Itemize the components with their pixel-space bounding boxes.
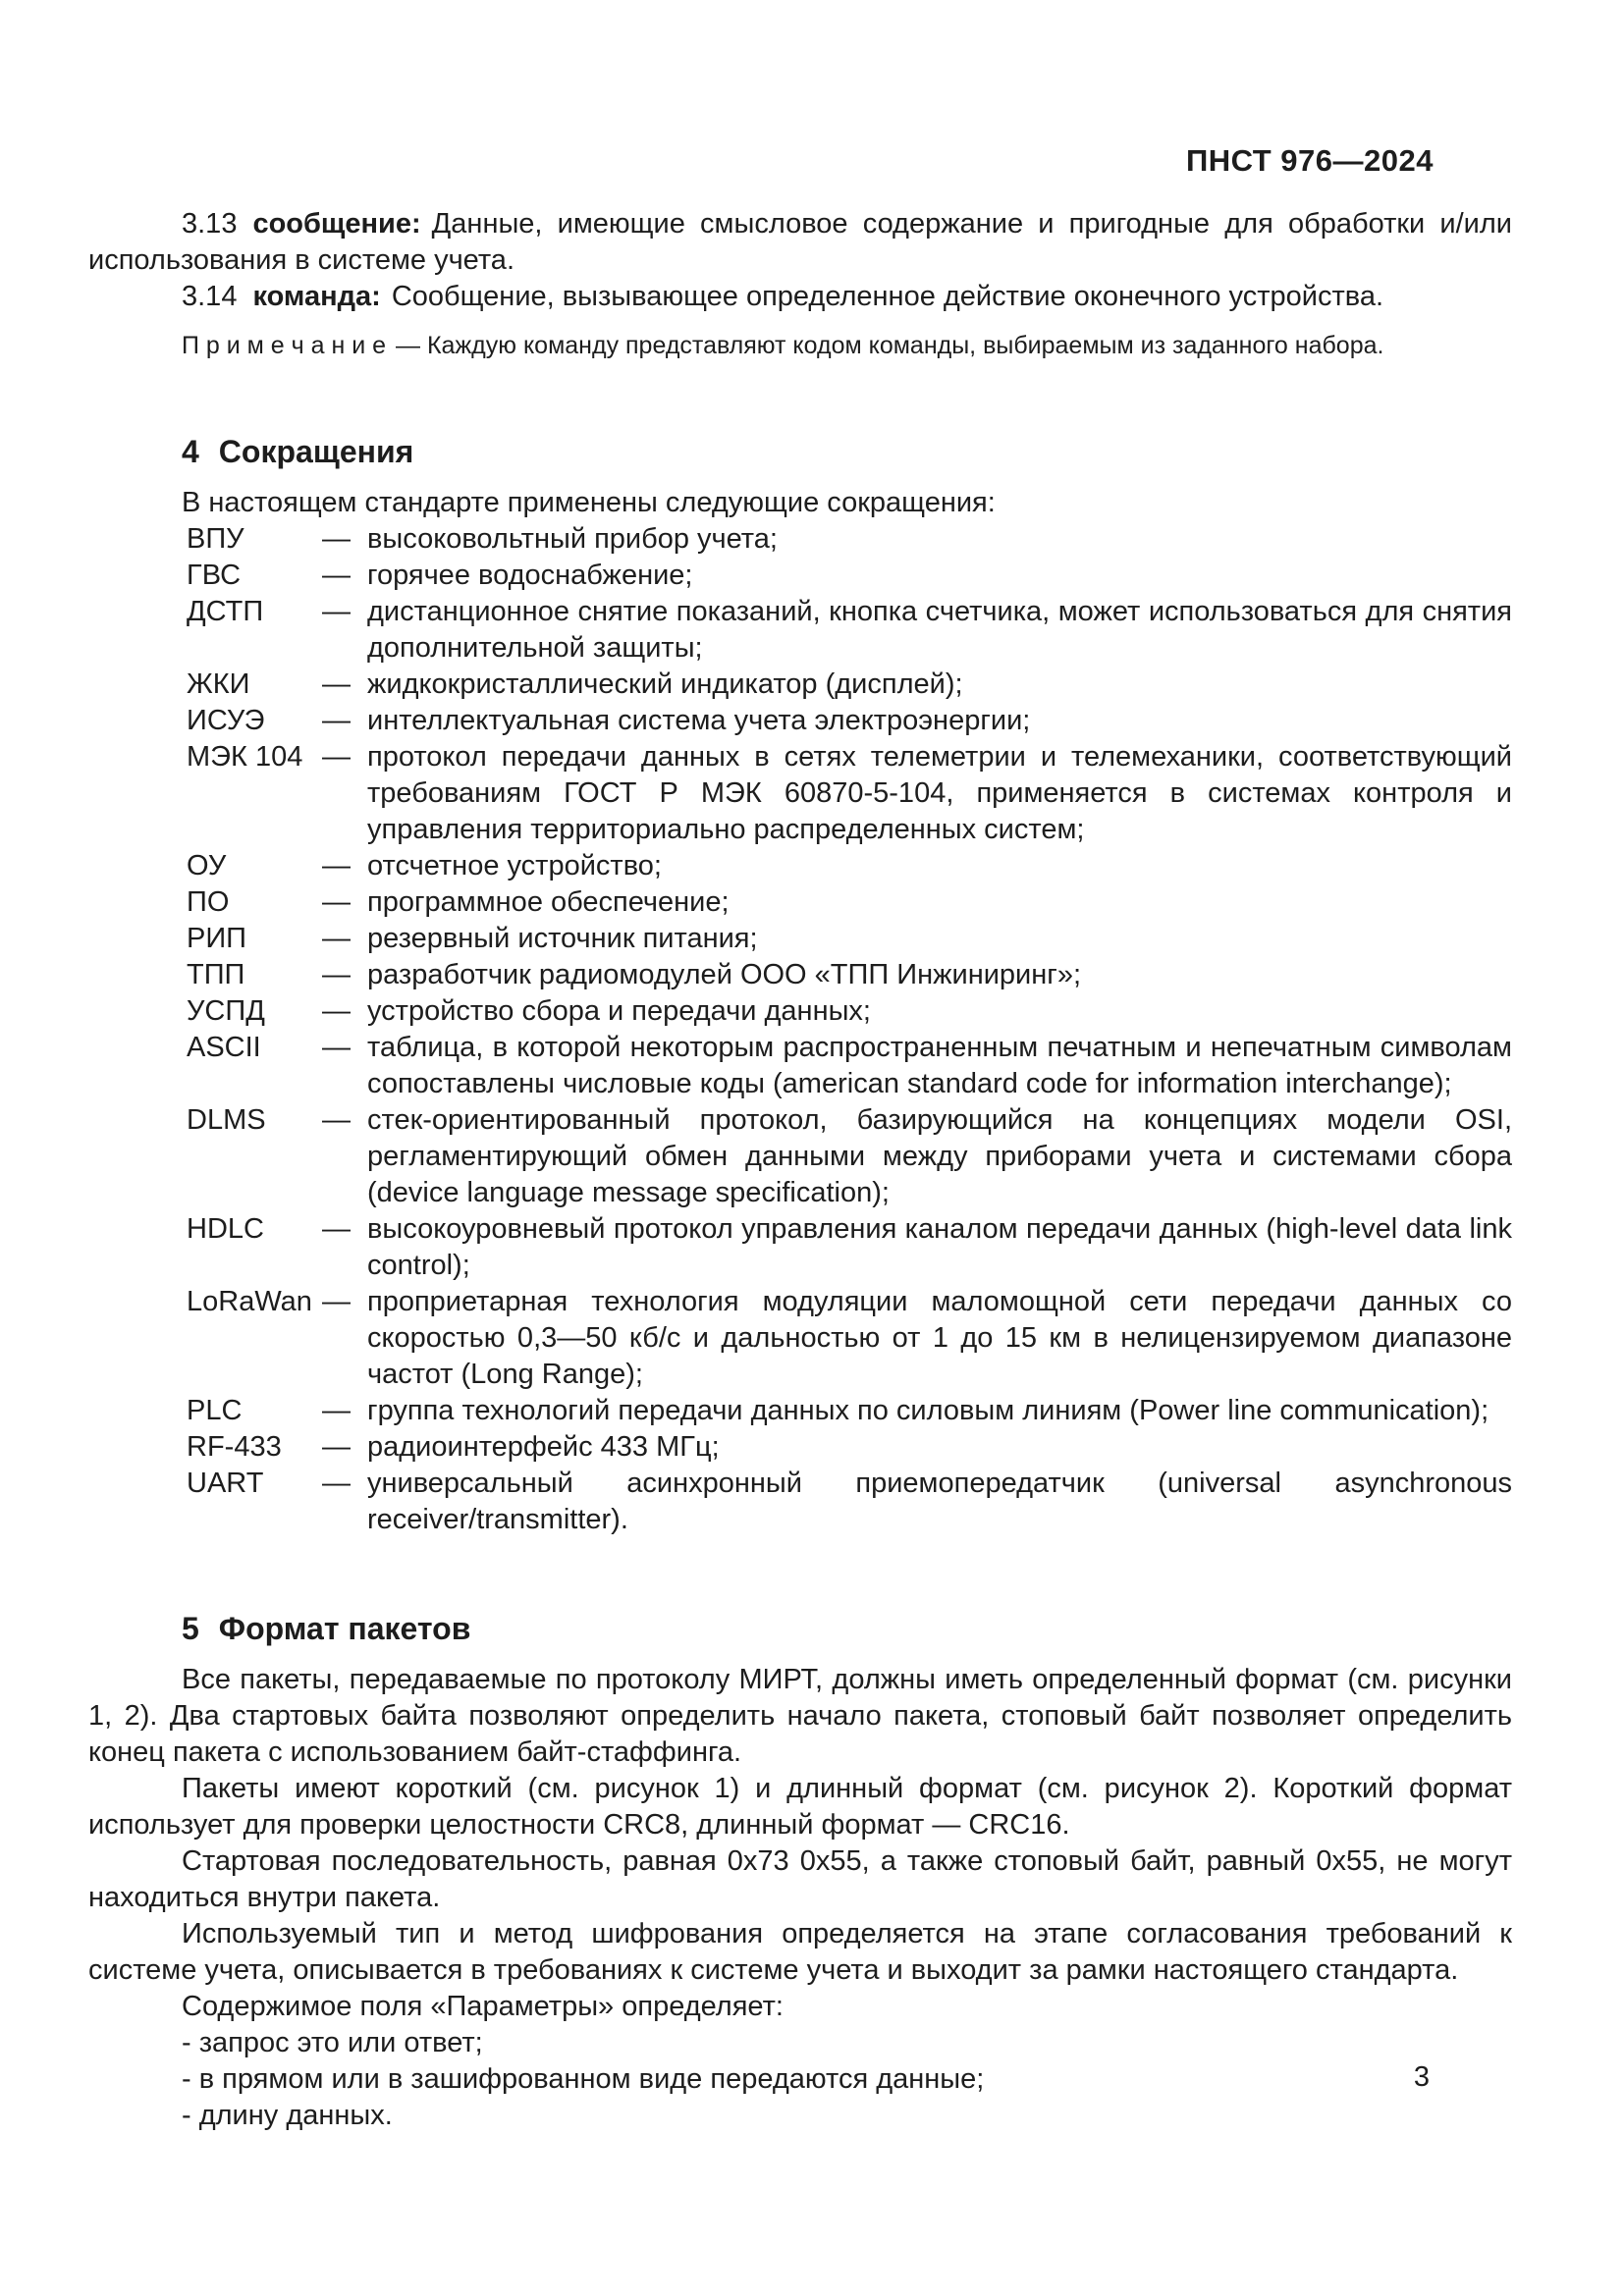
- abbreviation-dash: —: [322, 741, 351, 773]
- abbreviation-term: LoRaWan: [187, 1286, 312, 1317]
- body-paragraph: Пакеты имеют короткий (см. рисунок 1) и длинный формат (см. рисунок 2). Короткий формат использует для проверки целостности CRC8, длинный формат — CRC16.: [88, 1773, 1512, 1841]
- abbreviation-term: HDLC: [187, 1213, 264, 1245]
- abbreviation-row: [88, 848, 1512, 884]
- note-paragraph: [88, 331, 1512, 361]
- section-5-title: Формат пакетов: [218, 1611, 471, 1646]
- abbreviation-definition: программное обеспечение;: [367, 886, 730, 918]
- abbreviation-definition: устройство сбора и передачи данных;: [367, 995, 871, 1027]
- body-paragraph: Все пакеты, передаваемые по протоколу МИРТ, должны иметь определенный формат (см. рисунки 1, 2). Два стартовых байта позволяют определить начало пакета, стоповый байт позволяет определить конец пакета с использованием байт-стаффинга.: [88, 1664, 1512, 1768]
- abbreviation-term: МЭК 104: [187, 741, 303, 773]
- abbreviation-row: [88, 1429, 1512, 1466]
- abbreviation-dash: —: [322, 1395, 351, 1426]
- abbreviation-term: РИП: [187, 923, 247, 954]
- term-definition-paragraph: [88, 279, 1512, 315]
- abbreviation-row: [88, 558, 1512, 594]
- body-paragraph: Содержимое поля «Параметры» определяет:: [182, 1991, 784, 2022]
- abbreviation-term: ТПП: [187, 959, 245, 990]
- term-definition-text: Сообщение, вызывающее определенное действие оконечного устройства.: [391, 281, 1383, 312]
- abbreviation-term: ЖКИ: [187, 668, 250, 700]
- abbreviation-definition: таблица, в которой некоторым распространенным печатным и непечатным символам сопоставлены числовые коды (american standard code for information interchange);: [367, 1032, 1512, 1099]
- abbreviation-definition: протокол передачи данных в сетях телеметрии и телемеханики, соответствующий требованиям ГОСТ Р МЭК 60870-5-104, применяется в системах контроля и управления территориально распределенных систем;: [367, 741, 1512, 845]
- abbreviation-definition: стек-ориентированный протокол, базирующийся на концепциях модели OSI, регламентирующий обмен данными между приборами учета и системами сбора (device language message specification);: [367, 1104, 1512, 1208]
- abbreviation-definition: высокоуровневый протокол управления каналом передачи данных (high-level data link control);: [367, 1213, 1512, 1281]
- abbreviation-row: [88, 1030, 1512, 1102]
- abbreviation-dash: —: [322, 596, 351, 627]
- abbreviation-term: ASCII: [187, 1032, 261, 1063]
- abbreviation-dash: —: [322, 1431, 351, 1463]
- abbreviation-row: [88, 521, 1512, 558]
- body-paragraph: - в прямом или в зашифрованном виде передаются данные;: [182, 2063, 985, 2095]
- abbreviation-dash: —: [322, 560, 351, 591]
- body-paragraph: Используемый тип и метод шифрования определяется на этапе согласования требований к системе учета, описывается в требованиях к системе учета и выходит за рамки настоящего стандарта.: [88, 1918, 1512, 1986]
- abbreviation-term: ДСТП: [187, 596, 264, 627]
- abbreviation-row: [88, 703, 1512, 739]
- abbreviation-row: [88, 1393, 1512, 1429]
- abbreviation-term: DLMS: [187, 1104, 266, 1136]
- abbreviation-row: [88, 993, 1512, 1030]
- term-definition-text: Данные, имеющие смысловое содержание и пригодные для обработки и/или использования в системе учета.: [88, 208, 1512, 276]
- term-name: сообщение:: [252, 208, 421, 240]
- abbreviation-dash: —: [322, 1104, 351, 1136]
- abbreviation-term: ВПУ: [187, 523, 244, 555]
- abbreviation-term: ОУ: [187, 850, 227, 881]
- term-number: 3.13: [182, 208, 238, 240]
- term-definition-paragraph: [88, 206, 1512, 279]
- abbreviation-dash: —: [322, 1286, 351, 1317]
- abbreviations-lead-paragraph: В настоящем стандарте применены следующие сокращения:: [182, 487, 996, 518]
- abbreviation-definition: резервный источник питания;: [367, 923, 758, 954]
- abbreviation-row: [88, 1466, 1512, 1538]
- abbreviation-dash: —: [322, 995, 351, 1027]
- abbreviation-row: [88, 957, 1512, 993]
- section-4-title: Сокращения: [218, 434, 414, 469]
- term-number: 3.14: [182, 281, 238, 312]
- abbreviation-dash: —: [322, 1468, 351, 1499]
- abbreviation-definition: дистанционное снятие показаний, кнопка счетчика, может использоваться для снятия дополнительной защиты;: [367, 596, 1512, 664]
- abbreviation-dash: —: [322, 923, 351, 954]
- abbreviation-term: ИСУЭ: [187, 705, 265, 736]
- note-label: П р и м е ч а н и е: [182, 332, 387, 359]
- term-name: команда:: [252, 281, 381, 312]
- abbreviation-dash: —: [322, 705, 351, 736]
- abbreviation-term: УСПД: [187, 995, 265, 1027]
- abbreviation-dash: —: [322, 959, 351, 990]
- abbreviation-term: ПО: [187, 886, 230, 918]
- page-content: [88, 206, 1512, 2134]
- abbreviation-row: [88, 1211, 1512, 1284]
- abbreviation-term: PLC: [187, 1395, 243, 1426]
- page-number: 3: [1413, 2061, 1430, 2093]
- section-4-heading: [88, 432, 1512, 471]
- abbreviation-row: [88, 1102, 1512, 1211]
- abbreviation-term: RF-433: [187, 1431, 282, 1463]
- section-5-heading: [88, 1609, 1512, 1648]
- abbreviation-definition: универсальный асинхронный приемопередатчик (universal asynchronous receiver/transmitter).: [367, 1468, 1512, 1535]
- abbreviation-row: [88, 739, 1512, 848]
- body-paragraph: Стартовая последовательность, равная 0x73 0x55, а также стоповый байт, равный 0x55, не могут находиться внутри пакета.: [88, 1845, 1512, 1913]
- body-paragraph: - запрос это или ответ;: [182, 2027, 483, 2058]
- abbreviation-definition: отсчетное устройство;: [367, 850, 662, 881]
- abbreviation-dash: —: [322, 523, 351, 555]
- abbreviation-definition: высоковольтный прибор учета;: [367, 523, 778, 555]
- abbreviation-dash: —: [322, 1032, 351, 1063]
- section-4-number: 4: [182, 434, 199, 469]
- abbreviations-list: [88, 521, 1512, 1538]
- abbreviation-dash: —: [322, 668, 351, 700]
- abbreviation-row: [88, 884, 1512, 921]
- abbreviation-row: [88, 1284, 1512, 1393]
- abbreviation-definition: разработчик радиомодулей ООО «ТПП Инжиниринг»;: [367, 959, 1082, 990]
- abbreviation-term: UART: [187, 1468, 264, 1499]
- document-code-header: ПНСТ 976—2024: [1185, 143, 1434, 178]
- body-paragraph: - длину данных.: [182, 2100, 393, 2131]
- abbreviation-dash: —: [322, 886, 351, 918]
- section-5-number: 5: [182, 1611, 199, 1646]
- abbreviation-definition: жидкокристаллический индикатор (дисплей);: [367, 668, 963, 700]
- abbreviation-definition: группа технологий передачи данных по силовым линиям (Power line communication);: [367, 1395, 1489, 1426]
- abbreviation-definition: радиоинтерфейс 433 МГц;: [367, 1431, 720, 1463]
- abbreviation-dash: —: [322, 850, 351, 881]
- abbreviation-definition: горячее водоснабжение;: [367, 560, 693, 591]
- abbreviation-row: [88, 594, 1512, 667]
- note-text: — Каждую команду представляют кодом команды, выбираемым из заданного набора.: [396, 332, 1384, 359]
- abbreviation-row: [88, 921, 1512, 957]
- abbreviation-term: ГВС: [187, 560, 242, 591]
- abbreviation-row: [88, 667, 1512, 703]
- abbreviation-definition: интеллектуальная система учета электроэнергии;: [367, 705, 1031, 736]
- abbreviation-definition: проприетарная технология модуляции маломощной сети передачи данных со скоростью 0,3—50 кб/с и дальностью от 1 до 15 км в нелицензируемом диапазоне частот (Long Range);: [367, 1286, 1512, 1390]
- abbreviation-dash: —: [322, 1213, 351, 1245]
